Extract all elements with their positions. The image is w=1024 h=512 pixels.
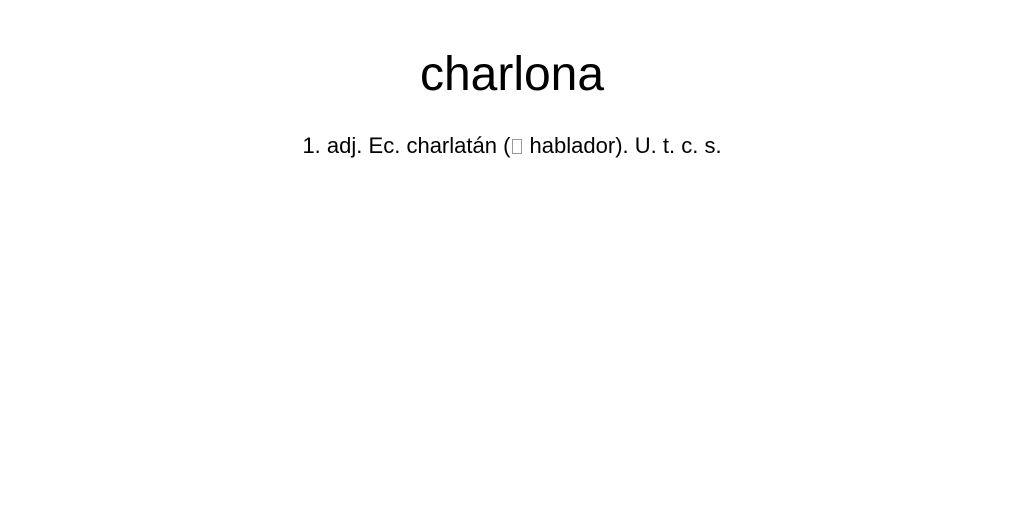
definition-term: charlatán (406, 133, 497, 158)
usage-note: U. t. c. s. (634, 133, 722, 158)
open-paren: ( (503, 133, 511, 158)
definition-line (0, 131, 1024, 161)
crossref-link[interactable]: hablador (529, 133, 616, 158)
headword: charlona (419, 48, 605, 101)
grammar-abbrev: adj. (326, 133, 363, 158)
sense-number: 1. (302, 133, 321, 158)
missing-glyph-icon (512, 139, 522, 154)
region-abbrev: Ec. (368, 133, 401, 158)
close-paren: ). (615, 133, 629, 158)
